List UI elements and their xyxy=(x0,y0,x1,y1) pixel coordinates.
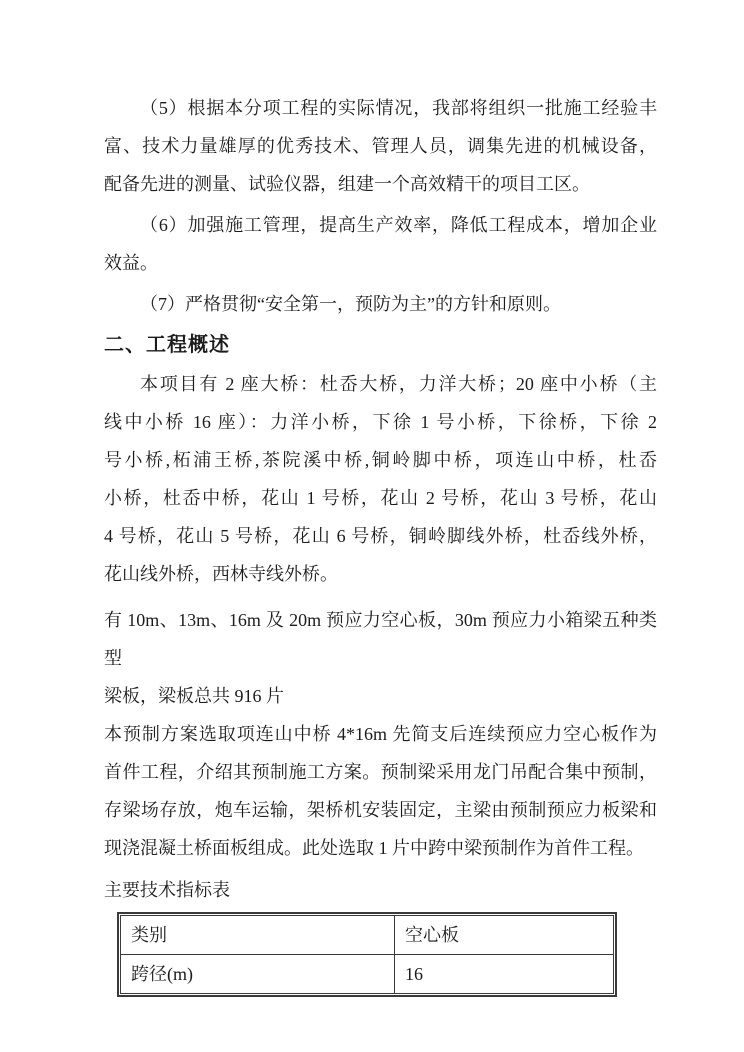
text-line: 花山线外桥，西林寺线外桥。 xyxy=(104,564,338,584)
text-line: 富、技术力量雄厚的优秀技术、管理人员，调集先进的机械设备， xyxy=(104,136,657,156)
paragraph-6 xyxy=(104,206,657,282)
spec-table xyxy=(117,912,617,997)
text-line: 号小桥,柘浦王桥,茶院溪中桥,铜岭脚中桥，项连山中桥，杜岙 xyxy=(104,450,657,470)
table-caption: 主要技术指标表 xyxy=(104,880,230,900)
text-line: 配备先进的测量、试验仪器，组建一个高效精干的项目工区。 xyxy=(104,174,590,194)
text-line: 本项目有 2 座大桥：杜岙大桥，力洋大桥；20 座中小桥（主 xyxy=(140,374,657,394)
paragraph-7 xyxy=(104,285,657,323)
text-line: 有 10m、13m、16m 及 20m 预应力空心板，30m 预应力小箱梁五种类型 xyxy=(104,610,657,668)
paragraph-precast-plan xyxy=(104,715,657,867)
text-line: （6）加强施工管理，提高生产效率，降低工程成本，增加企业 xyxy=(140,215,657,235)
text-line: 4 号桥，花山 5 号桥，花山 6 号桥，铜岭脚线外桥，杜岙线外桥， xyxy=(104,526,657,546)
text-line: 小桥，杜岙中桥，花山 1 号桥，花山 2 号桥，花山 3 号桥，花山 xyxy=(104,488,657,508)
text-line: 梁板，梁板总共 916 片 xyxy=(104,686,284,706)
text-line: 首件工程，介绍其预制施工方案。预制梁采用龙门吊配合集中预制， xyxy=(104,762,657,782)
text-line: （5）根据本分项工程的实际情况，我部将组织一批施工经验丰 xyxy=(140,98,657,118)
paragraph-overview xyxy=(104,365,657,593)
table-cell-value: 空心板 xyxy=(395,916,614,955)
section-heading: 二、工程概述 xyxy=(104,334,230,356)
paragraph-beam-types xyxy=(104,601,657,715)
text-line: 现浇混凝土桥面板组成。此处选取 1 片中跨中梁预制作为首件工程。 xyxy=(104,838,644,858)
document-body xyxy=(104,0,657,997)
table-cell-label: 类别 xyxy=(121,916,395,955)
text-line: 本预制方案选取项连山中桥 4*16m 先简支后连续预应力空心板作为 xyxy=(104,724,657,744)
text-line: 效益。 xyxy=(104,253,158,273)
table-row xyxy=(121,916,614,955)
table-row xyxy=(121,955,614,994)
table-cell-value: 16 xyxy=(395,955,614,994)
text-line: 线中小桥 16 座）：力洋小桥，下徐 1 号小桥，下徐桥，下徐 2 xyxy=(104,412,657,432)
text-line: （7）严格贯彻“安全第一，预防为主”的方针和原则。 xyxy=(140,294,561,314)
table-cell-label: 跨径(m) xyxy=(121,955,395,994)
text-line: 存梁场存放，炮车运输，架桥机安装固定，主梁由预制预应力板梁和 xyxy=(104,800,657,820)
paragraph-5 xyxy=(104,89,657,203)
